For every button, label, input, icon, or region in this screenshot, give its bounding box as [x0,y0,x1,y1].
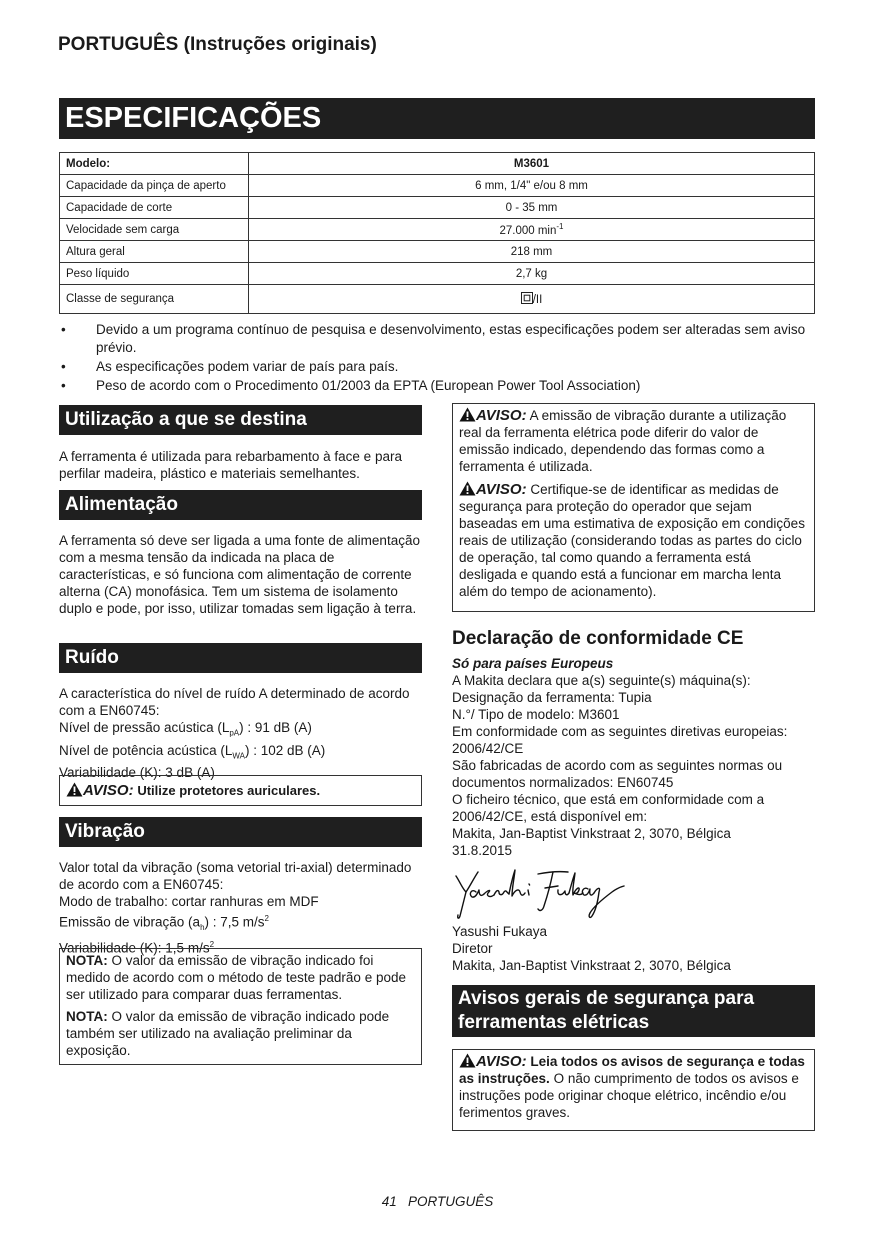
general-safety-warning-box [452,1049,815,1131]
note-label: NOTA: [66,1009,108,1024]
note-paragraph [66,952,415,1003]
warning-text: A emissão de vibração durante a utilização real da ferramenta elétrica pode diferir do valor de emissão indicado, dependendo das formas como a ferramenta é utilizada. [459,408,787,474]
note-text: Devido a um programa contínuo de pesquisa e desenvolvimento, estas especificações podem ser alteradas sem aviso prévio. [96,322,806,355]
subscript: pA [229,728,240,738]
spec-value: 6 mm, 1/4" e/ou 8 mm [249,175,815,197]
work-mode: Modo de trabalho: cortar ranhuras em MDF [59,894,319,909]
sound-pressure-level [59,719,422,742]
warning-label: AVISO: [83,782,134,799]
note-text: O valor da emissão de vibração indicado pode também ser utilizado na avaliação preliminar da exposição. [66,1009,390,1058]
ce-line: O ficheiro técnico, que está em conformidade com a 2006/42/CE, está disponível em: [452,792,765,824]
spec-value [249,285,815,314]
sound-power-level [59,742,422,765]
general-safety-heading: Avisos gerais de segurança para ferramentas elétricas [452,985,815,1037]
speed-unit-exponent: -1 [556,222,564,232]
ce-line: Designação da ferramenta: Tupia [452,690,652,705]
spec-value [249,219,815,241]
emission-label: Emissão de vibração (a [59,914,201,930]
noise-warning-box [59,775,422,806]
note-text: O valor da emissão de vibração indicado foi medido de acordo com o método de teste padrão e pode ser utilizado para comparar duas ferramentas. [66,953,406,1002]
list-item [59,321,815,357]
warning-paragraph [459,407,808,475]
sound-power-value: ) : 102 dB (A) [244,742,326,758]
warning-icon [459,481,476,496]
speed-value: 27.000 min [499,224,557,237]
spec-label: Peso líquido [60,263,249,285]
double-insulation-icon [521,292,533,304]
superscript: 2 [209,940,215,950]
warning-label: AVISO: [476,481,527,498]
warning-paragraph [459,481,808,600]
ce-line: Makita, Jan-Baptist Vinkstraat 2, 3070, Bélgica [452,826,731,841]
noise-heading: Ruído [59,643,422,673]
sound-pressure-label: Nível de pressão acústica (L [59,720,230,735]
page-footer [0,1194,875,1209]
specification-notes [59,321,815,396]
table-row [60,219,815,241]
warning-text: Certifique-se de identificar as medidas de segurança para proteção do operador que sejam baseadas em uma estimativa de exposição em condições reais de utilização (considerando todas as partes do ciclo de operação, tal como quando a ferramenta está desligada e quando está a funcionar em marcha lenta além do tempo de acionamento). [459,482,805,599]
sound-pressure-value: ) : 91 dB (A) [239,720,312,735]
signer-name: Yasushi Fukaya [452,924,548,939]
power-supply-text: A ferramenta só deve ser ligada a uma fonte de alimentação com a mesma tensão da indicada na placa de características, e só funciona com alimentação de corrente alterna (CA) monofásica. Tem um sistema de isolamento duplo e pode, por isso, utilizar tomadas sem ligação à terra. [59,533,420,616]
signer-address: Makita, Jan-Baptist Vinkstraat 2, 3070, Bélgica [452,958,731,973]
intended-use-heading: Utilização a que se destina [59,405,422,435]
ce-subtitle: Só para países Europeus [452,656,614,671]
emission-value: ) : 7,5 m/s [204,914,265,930]
handwritten-signature [452,862,627,922]
vibration-intro: Valor total da vibração (soma vetorial tri-axial) determinado de acordo com a EN60745: [59,860,412,892]
signer-block [452,923,815,974]
table-row [60,241,815,263]
spec-value: 218 mm [249,241,815,263]
ce-line: São fabricadas de acordo com as seguintes normas ou documentos normalizados: EN60745 [452,758,783,790]
spec-label: Capacidade da pinça de aperto [60,175,249,197]
spec-label: Velocidade sem carga [60,219,249,241]
power-supply-heading: Alimentação [59,490,422,520]
safety-class-value: /II [532,294,543,306]
list-item [59,377,815,395]
noise-variability: Variabilidade (K): 3 dB (A) [59,765,215,781]
note-text: As especificações podem variar de país para país. [96,359,399,374]
warning-text: O não cumprimento de todos os avisos e instruções pode originar choque elétrico, incêndio e/ou ferimentos graves. [459,1071,799,1120]
table-row [60,175,815,197]
bullet: • [61,359,66,374]
vibration-emission [59,910,422,936]
ce-line: A Makita declara que a(s) seguinte(s) máquina(s): [452,673,751,688]
specifications-title: ESPECIFICAÇÕES [59,98,815,139]
note-label: NOTA: [66,953,108,968]
note-text: Peso de acordo com o Procedimento 01/2003 da EPTA (European Power Tool Association) [96,378,641,393]
specifications-table [59,152,815,314]
intended-use-text: A ferramenta é utilizada para rebarbamento à face e para perfilar madeira, plástico e materiais semelhantes. [59,449,402,481]
variability-value: Variabilidade (K): 1,5 m/s [59,940,210,956]
warning-icon [66,782,83,797]
warning-text: Utilize protetores auriculares. [137,783,321,798]
subscript: WA [232,751,245,761]
ce-declaration-heading: Declaração de conformidade CE [452,628,744,649]
subscript: h [200,923,205,933]
spec-label: Capacidade de corte [60,197,249,219]
warning-bold-text: Leia todos os avisos de segurança e todas as instruções. [459,1054,805,1086]
table-row [60,153,815,175]
sound-power-label: Nível de potência acústica (L [59,742,233,758]
list-item [59,358,815,376]
vibration-notes-box [59,948,422,1065]
spec-label: Altura geral [60,241,249,263]
vibration-warnings-box [452,403,815,612]
spec-value: M3601 [249,153,815,175]
spec-label: Modelo: [60,153,249,175]
superscript: 2 [264,914,269,923]
vibration-heading: Vibração [59,817,422,847]
ce-declaration-text [452,655,815,859]
vibration-text [59,859,422,957]
warning-label: AVISO: [476,1053,527,1070]
ce-line: 31.8.2015 [452,843,513,858]
bullet: • [61,322,66,337]
ce-line: N.°/ Tipo de modelo: M3601 [452,707,620,722]
page-number: 41 [381,1194,397,1209]
note-paragraph [66,1008,415,1059]
table-row [60,197,815,219]
table-row [60,263,815,285]
warning-icon [459,407,476,422]
table-row [60,285,815,314]
noise-text [59,685,422,781]
page-header-title: PORTUGUÊS (Instruções originais) [58,34,377,55]
signer-role: Diretor [452,941,493,956]
spec-label: Classe de segurança [60,285,249,314]
ce-line: Em conformidade com as seguintes diretivas europeias: 2006/42/CE [452,724,788,756]
footer-language: PORTUGUÊS [408,1194,494,1209]
warning-label: AVISO: [476,407,527,424]
bullet: • [61,378,66,393]
spec-value: 0 - 35 mm [249,197,815,219]
warning-icon [459,1053,476,1068]
spec-value: 2,7 kg [249,263,815,285]
noise-intro: A característica do nível de ruído A determinado de acordo com a EN60745: [59,686,410,718]
